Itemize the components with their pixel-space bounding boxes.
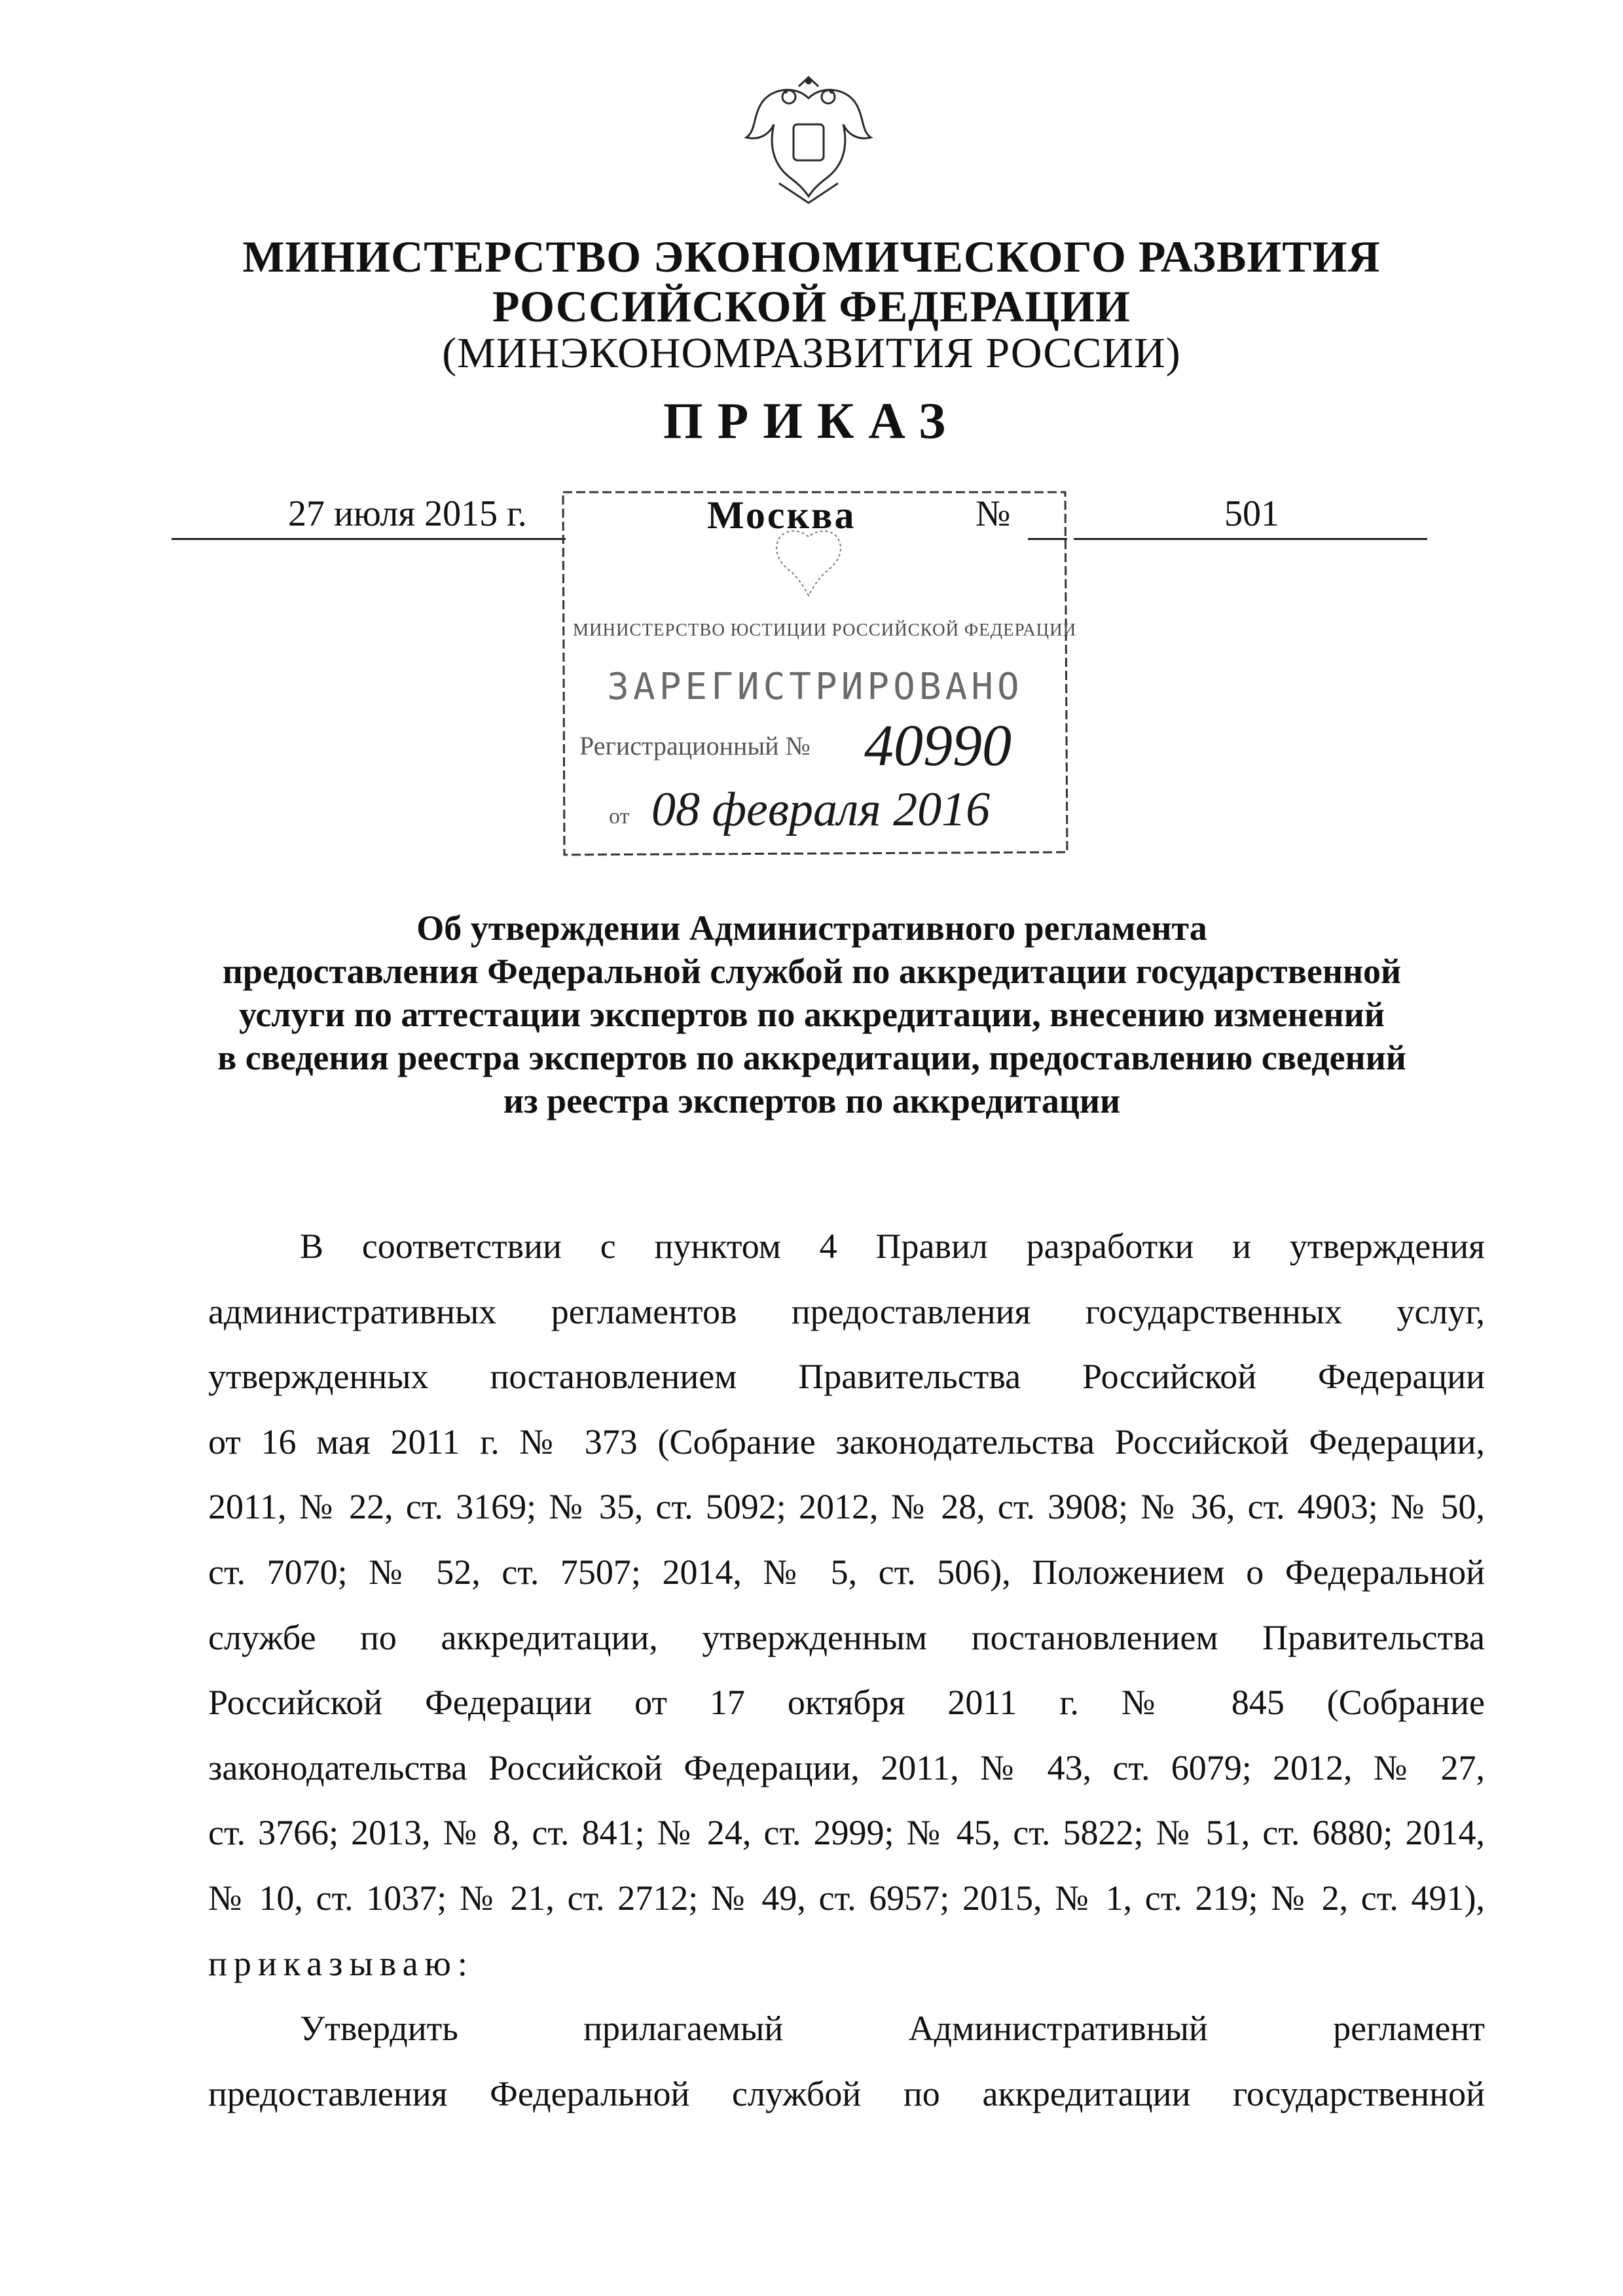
body-line: ст. 7070; № 52, ст. 7507; 2014, № 5, ст. 506), Положением о Федеральной	[208, 1552, 1485, 1592]
body-line: № 10, ст. 1037; № 21, ст. 2712; № 49, ст. 6957; 2015, № 1, ст. 219; № 2, ст. 491),	[208, 1878, 1485, 1918]
body-line: законодательства Российской Федерации, 2011, № 43, ст. 6079; 2012, № 27,	[208, 1748, 1485, 1787]
stamp-ministry-label: МИНИСТЕРСТВО ЮСТИЦИИ РОССИЙСКОЙ ФЕДЕРАЦИИ	[573, 620, 1077, 639]
body-line: утвержденных постановлением Правительства Российской Федерации	[208, 1357, 1485, 1397]
body-line: 2011, № 22, ст. 3169; № 35, ст. 5092; 2012, № 28, ст. 3908; № 36, ст. 4903; № 50,	[208, 1487, 1485, 1527]
ministry-abbreviation: (МИНЭКОНОМРАЗВИТИЯ РОССИИ)	[442, 329, 1181, 377]
title-line: из реестра экспертов по аккредитации	[503, 1081, 1121, 1121]
order-city: Москва	[707, 493, 856, 537]
title-line: в сведения реестра экспертов по аккредитации, предоставлению сведений	[217, 1038, 1406, 1077]
number-underline	[1074, 538, 1427, 540]
order-date: 27 июля 2015 г.	[288, 493, 527, 534]
order-title	[170, 906, 1453, 1122]
title-line: услуги по аттестации экспертов по аккредитации, внесению изменений	[238, 995, 1385, 1034]
body-line: службе по аккредитации, утвержденным постановлением Правительства	[208, 1617, 1485, 1657]
ministry-name-line1: МИНИСТЕРСТВО ЭКОНОМИЧЕСКОГО РАЗВИТИЯ	[242, 232, 1381, 281]
stamp-status: ЗАРЕГИСТРИРОВАНО	[607, 666, 1023, 708]
title-line: Об утверждении Административного регламента	[416, 908, 1207, 948]
body-line: Утвердить прилагаемый Административный регламент	[300, 2009, 1485, 2049]
document-type-heading: ПРИКАЗ	[663, 392, 960, 449]
body-line: Российской Федерации от 17 октября 2011 г. № 845 (Собрание	[208, 1683, 1485, 1723]
title-line: предоставления Федеральной службой по аккредитации государственной	[222, 952, 1402, 991]
ministry-name-line2: РОССИЙСКОЙ ФЕДЕРАЦИИ	[492, 281, 1131, 331]
body-line: предоставления Федеральной службой по аккредитации государственной	[208, 2073, 1485, 2113]
stamp-registration-date: 08 февраля 2016	[651, 783, 991, 836]
body-line-order-verb: приказываю:	[208, 1943, 474, 1983]
order-number: 501	[1224, 493, 1279, 534]
order-body	[208, 1214, 1485, 2126]
body-line: административных регламентов предоставления государственных услуг,	[208, 1291, 1485, 1331]
coat-of-arms-emblem	[733, 72, 884, 209]
number-sign: №	[976, 493, 1011, 534]
body-line: В соответствии с пунктом 4 Правил разработки и утверждения	[300, 1227, 1485, 1266]
stamp-registration-label: Регистрационный №	[579, 731, 811, 761]
stamp-from-label: от	[609, 804, 630, 829]
body-line: от 16 мая 2011 г. № 373 (Собрание законодательства Российской Федерации,	[208, 1422, 1485, 1462]
stamp-registration-number: 40990	[864, 713, 1012, 778]
date-underline	[172, 538, 566, 540]
body-line: ст. 3766; 2013, № 8, ст. 841; № 24, ст. 2999; № 45, ст. 5822; № 51, ст. 6880; 2014,	[208, 1813, 1485, 1853]
